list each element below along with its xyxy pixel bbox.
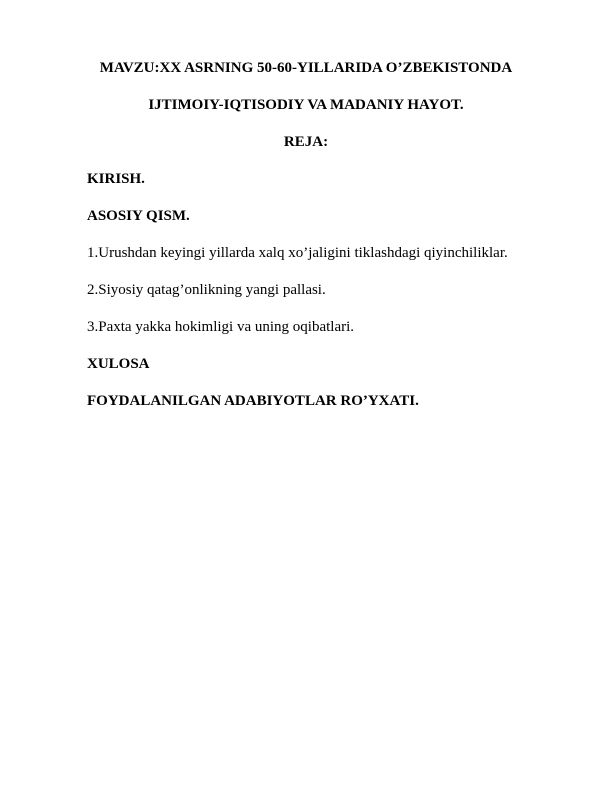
outline-item-conclusion: XULOSA — [87, 356, 150, 372]
plan-heading: REJA: — [283, 134, 329, 150]
outline-item-introduction: KIRISH. — [87, 171, 145, 187]
outline-item-1: 1.Urushdan keyingi yillarda xalq xo’jaligini tiklashdagi qiyinchiliklar. — [87, 245, 508, 261]
title-line-2: IJTIMOIY-IQTISODIY VA MADANIY HAYOT. — [148, 97, 464, 113]
outline-item-references: FOYDALANILGAN ADABIYOTLAR RO’YXATI. — [87, 393, 419, 409]
outline-item-2: 2.Siyosiy qatag’onlikning yangi pallasi. — [87, 282, 326, 298]
outline-item-main-part: ASOSIY QISM. — [87, 208, 190, 224]
outline-item-3: 3.Paxta yakka hokimligi va uning oqibatlari. — [87, 319, 355, 335]
title-line-1: MAVZU:XX ASRNING 50-60-YILLARIDA O’ZBEKISTONDA — [99, 60, 513, 76]
